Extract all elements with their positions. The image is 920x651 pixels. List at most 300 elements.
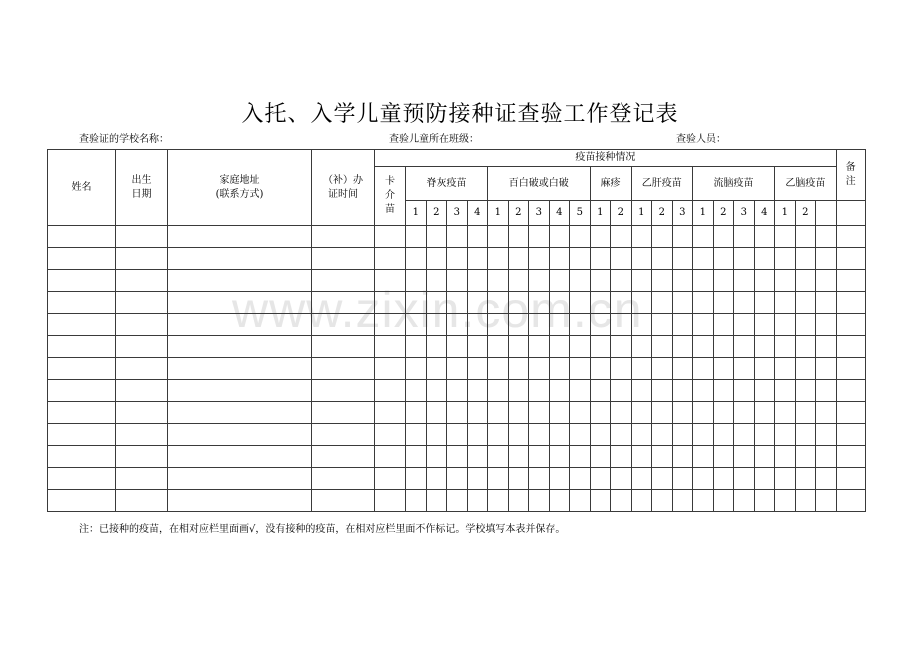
table-cell[interactable] <box>693 292 714 314</box>
table-cell[interactable] <box>116 292 168 314</box>
table-cell[interactable] <box>734 490 755 512</box>
table-cell[interactable] <box>488 490 509 512</box>
table-cell[interactable] <box>529 380 550 402</box>
table-cell[interactable] <box>775 490 796 512</box>
table-cell[interactable] <box>508 292 529 314</box>
table-cell[interactable] <box>734 402 755 424</box>
table-cell[interactable] <box>693 358 714 380</box>
table-cell[interactable] <box>713 270 734 292</box>
table-cell[interactable] <box>312 380 375 402</box>
table-cell[interactable] <box>754 402 775 424</box>
table-cell[interactable] <box>734 226 755 248</box>
table-cell[interactable] <box>529 226 550 248</box>
table-cell[interactable] <box>375 446 406 468</box>
table-cell[interactable] <box>631 446 652 468</box>
table-cell[interactable] <box>447 490 468 512</box>
table-cell[interactable] <box>631 490 652 512</box>
table-cell[interactable] <box>775 446 796 468</box>
table-cell[interactable] <box>406 468 427 490</box>
table-cell[interactable] <box>713 248 734 270</box>
table-cell[interactable] <box>590 270 611 292</box>
table-cell[interactable] <box>652 402 673 424</box>
table-cell[interactable] <box>775 402 796 424</box>
table-cell[interactable] <box>672 490 693 512</box>
table-cell[interactable] <box>836 336 865 358</box>
table-cell[interactable] <box>488 292 509 314</box>
table-cell[interactable] <box>312 248 375 270</box>
table-cell[interactable] <box>672 226 693 248</box>
table-cell[interactable] <box>672 248 693 270</box>
table-cell[interactable] <box>375 468 406 490</box>
table-cell[interactable] <box>570 270 591 292</box>
table-cell[interactable] <box>508 248 529 270</box>
table-cell[interactable] <box>549 314 570 336</box>
table-cell[interactable] <box>652 336 673 358</box>
table-cell[interactable] <box>168 446 312 468</box>
table-cell[interactable] <box>406 402 427 424</box>
table-cell[interactable] <box>611 358 632 380</box>
table-cell[interactable] <box>447 336 468 358</box>
table-cell[interactable] <box>312 490 375 512</box>
table-cell[interactable] <box>426 270 447 292</box>
table-cell[interactable] <box>168 270 312 292</box>
table-cell[interactable] <box>754 380 775 402</box>
table-cell[interactable] <box>48 358 116 380</box>
table-cell[interactable] <box>48 446 116 468</box>
table-cell[interactable] <box>590 490 611 512</box>
table-cell[interactable] <box>795 380 816 402</box>
table-cell[interactable] <box>488 446 509 468</box>
table-cell[interactable] <box>406 314 427 336</box>
table-cell[interactable] <box>447 446 468 468</box>
table-cell[interactable] <box>549 336 570 358</box>
table-cell[interactable] <box>168 292 312 314</box>
table-cell[interactable] <box>116 380 168 402</box>
table-cell[interactable] <box>529 314 550 336</box>
table-cell[interactable] <box>508 336 529 358</box>
table-cell[interactable] <box>508 468 529 490</box>
table-cell[interactable] <box>312 226 375 248</box>
table-cell[interactable] <box>426 490 447 512</box>
table-cell[interactable] <box>795 226 816 248</box>
table-cell[interactable] <box>816 248 837 270</box>
table-cell[interactable] <box>713 402 734 424</box>
table-cell[interactable] <box>754 226 775 248</box>
table-cell[interactable] <box>795 358 816 380</box>
table-cell[interactable] <box>447 270 468 292</box>
table-cell[interactable] <box>816 446 837 468</box>
table-cell[interactable] <box>713 424 734 446</box>
table-cell[interactable] <box>48 226 116 248</box>
table-cell[interactable] <box>652 314 673 336</box>
table-cell[interactable] <box>549 468 570 490</box>
table-cell[interactable] <box>508 314 529 336</box>
table-cell[interactable] <box>713 226 734 248</box>
table-cell[interactable] <box>312 336 375 358</box>
table-cell[interactable] <box>426 248 447 270</box>
table-cell[interactable] <box>672 336 693 358</box>
table-cell[interactable] <box>488 336 509 358</box>
table-cell[interactable] <box>570 424 591 446</box>
table-cell[interactable] <box>406 226 427 248</box>
table-cell[interactable] <box>713 358 734 380</box>
table-cell[interactable] <box>795 314 816 336</box>
table-cell[interactable] <box>549 292 570 314</box>
table-cell[interactable] <box>467 248 488 270</box>
table-cell[interactable] <box>754 314 775 336</box>
table-cell[interactable] <box>754 446 775 468</box>
table-cell[interactable] <box>652 424 673 446</box>
table-cell[interactable] <box>734 424 755 446</box>
table-cell[interactable] <box>795 446 816 468</box>
table-cell[interactable] <box>754 490 775 512</box>
table-cell[interactable] <box>590 446 611 468</box>
table-cell[interactable] <box>590 468 611 490</box>
table-cell[interactable] <box>508 358 529 380</box>
table-cell[interactable] <box>631 358 652 380</box>
table-cell[interactable] <box>447 314 468 336</box>
table-cell[interactable] <box>48 380 116 402</box>
table-cell[interactable] <box>590 358 611 380</box>
table-cell[interactable] <box>713 468 734 490</box>
table-cell[interactable] <box>672 292 693 314</box>
table-cell[interactable] <box>836 424 865 446</box>
table-cell[interactable] <box>631 336 652 358</box>
table-cell[interactable] <box>775 424 796 446</box>
table-cell[interactable] <box>611 270 632 292</box>
table-cell[interactable] <box>775 226 796 248</box>
table-cell[interactable] <box>426 314 447 336</box>
table-cell[interactable] <box>693 270 714 292</box>
table-cell[interactable] <box>447 424 468 446</box>
table-cell[interactable] <box>775 380 796 402</box>
table-cell[interactable] <box>508 380 529 402</box>
table-cell[interactable] <box>734 292 755 314</box>
table-cell[interactable] <box>312 292 375 314</box>
table-cell[interactable] <box>611 248 632 270</box>
table-cell[interactable] <box>116 270 168 292</box>
table-cell[interactable] <box>488 402 509 424</box>
table-cell[interactable] <box>375 226 406 248</box>
table-cell[interactable] <box>652 248 673 270</box>
table-cell[interactable] <box>529 358 550 380</box>
table-cell[interactable] <box>508 424 529 446</box>
table-cell[interactable] <box>816 314 837 336</box>
table-cell[interactable] <box>836 402 865 424</box>
table-cell[interactable] <box>549 446 570 468</box>
table-cell[interactable] <box>529 248 550 270</box>
table-cell[interactable] <box>312 424 375 446</box>
table-cell[interactable] <box>816 380 837 402</box>
table-cell[interactable] <box>652 358 673 380</box>
table-cell[interactable] <box>426 358 447 380</box>
table-cell[interactable] <box>488 380 509 402</box>
table-cell[interactable] <box>836 226 865 248</box>
table-cell[interactable] <box>754 358 775 380</box>
table-cell[interactable] <box>611 380 632 402</box>
table-cell[interactable] <box>312 270 375 292</box>
table-cell[interactable] <box>611 490 632 512</box>
table-cell[interactable] <box>836 380 865 402</box>
table-cell[interactable] <box>570 446 591 468</box>
table-cell[interactable] <box>168 468 312 490</box>
table-cell[interactable] <box>611 226 632 248</box>
table-cell[interactable] <box>652 380 673 402</box>
table-cell[interactable] <box>168 336 312 358</box>
table-cell[interactable] <box>754 336 775 358</box>
table-cell[interactable] <box>116 446 168 468</box>
table-cell[interactable] <box>775 292 796 314</box>
table-cell[interactable] <box>652 292 673 314</box>
table-cell[interactable] <box>467 292 488 314</box>
table-cell[interactable] <box>693 490 714 512</box>
table-cell[interactable] <box>48 336 116 358</box>
table-cell[interactable] <box>570 226 591 248</box>
table-cell[interactable] <box>406 358 427 380</box>
table-cell[interactable] <box>116 226 168 248</box>
table-cell[interactable] <box>590 292 611 314</box>
table-cell[interactable] <box>447 380 468 402</box>
table-cell[interactable] <box>570 314 591 336</box>
table-cell[interactable] <box>611 402 632 424</box>
table-cell[interactable] <box>631 226 652 248</box>
table-cell[interactable] <box>836 270 865 292</box>
table-cell[interactable] <box>611 424 632 446</box>
table-cell[interactable] <box>467 314 488 336</box>
table-cell[interactable] <box>529 402 550 424</box>
table-cell[interactable] <box>426 292 447 314</box>
table-cell[interactable] <box>754 270 775 292</box>
table-cell[interactable] <box>48 490 116 512</box>
table-cell[interactable] <box>693 248 714 270</box>
table-cell[interactable] <box>48 270 116 292</box>
table-cell[interactable] <box>406 292 427 314</box>
table-cell[interactable] <box>168 248 312 270</box>
table-cell[interactable] <box>312 402 375 424</box>
table-cell[interactable] <box>570 490 591 512</box>
table-cell[interactable] <box>734 358 755 380</box>
table-cell[interactable] <box>168 314 312 336</box>
table-cell[interactable] <box>375 336 406 358</box>
table-cell[interactable] <box>488 248 509 270</box>
table-cell[interactable] <box>590 314 611 336</box>
table-cell[interactable] <box>549 358 570 380</box>
table-cell[interactable] <box>570 248 591 270</box>
table-cell[interactable] <box>631 248 652 270</box>
table-cell[interactable] <box>775 358 796 380</box>
table-cell[interactable] <box>549 402 570 424</box>
table-cell[interactable] <box>529 468 550 490</box>
table-cell[interactable] <box>447 468 468 490</box>
table-cell[interactable] <box>693 446 714 468</box>
table-cell[interactable] <box>426 336 447 358</box>
table-cell[interactable] <box>631 380 652 402</box>
table-cell[interactable] <box>693 468 714 490</box>
table-cell[interactable] <box>467 424 488 446</box>
table-cell[interactable] <box>693 424 714 446</box>
table-cell[interactable] <box>48 314 116 336</box>
table-cell[interactable] <box>426 424 447 446</box>
table-cell[interactable] <box>426 446 447 468</box>
table-cell[interactable] <box>795 490 816 512</box>
table-cell[interactable] <box>713 336 734 358</box>
table-cell[interactable] <box>549 424 570 446</box>
table-cell[interactable] <box>734 380 755 402</box>
table-cell[interactable] <box>426 226 447 248</box>
table-cell[interactable] <box>426 380 447 402</box>
table-cell[interactable] <box>631 314 652 336</box>
table-cell[interactable] <box>672 314 693 336</box>
table-cell[interactable] <box>467 358 488 380</box>
table-cell[interactable] <box>406 336 427 358</box>
table-cell[interactable] <box>570 468 591 490</box>
table-cell[interactable] <box>529 424 550 446</box>
table-cell[interactable] <box>816 402 837 424</box>
table-cell[interactable] <box>549 490 570 512</box>
table-cell[interactable] <box>836 490 865 512</box>
table-cell[interactable] <box>467 468 488 490</box>
table-cell[interactable] <box>611 336 632 358</box>
table-cell[interactable] <box>795 468 816 490</box>
table-cell[interactable] <box>467 446 488 468</box>
table-cell[interactable] <box>631 402 652 424</box>
table-cell[interactable] <box>168 380 312 402</box>
table-cell[interactable] <box>672 446 693 468</box>
table-cell[interactable] <box>406 446 427 468</box>
table-cell[interactable] <box>375 248 406 270</box>
table-cell[interactable] <box>508 490 529 512</box>
table-cell[interactable] <box>116 468 168 490</box>
table-cell[interactable] <box>795 248 816 270</box>
table-cell[interactable] <box>836 358 865 380</box>
table-cell[interactable] <box>795 336 816 358</box>
table-cell[interactable] <box>652 468 673 490</box>
table-cell[interactable] <box>672 358 693 380</box>
table-cell[interactable] <box>406 248 427 270</box>
table-cell[interactable] <box>775 336 796 358</box>
table-cell[interactable] <box>590 226 611 248</box>
table-cell[interactable] <box>375 402 406 424</box>
table-cell[interactable] <box>795 270 816 292</box>
table-cell[interactable] <box>116 336 168 358</box>
table-cell[interactable] <box>570 358 591 380</box>
table-cell[interactable] <box>312 358 375 380</box>
table-cell[interactable] <box>631 468 652 490</box>
table-cell[interactable] <box>652 490 673 512</box>
table-cell[interactable] <box>570 402 591 424</box>
table-cell[interactable] <box>116 358 168 380</box>
table-cell[interactable] <box>775 314 796 336</box>
table-cell[interactable] <box>816 270 837 292</box>
table-cell[interactable] <box>116 248 168 270</box>
table-cell[interactable] <box>611 314 632 336</box>
table-cell[interactable] <box>48 402 116 424</box>
table-cell[interactable] <box>549 248 570 270</box>
table-cell[interactable] <box>611 446 632 468</box>
table-cell[interactable] <box>48 424 116 446</box>
table-cell[interactable] <box>312 314 375 336</box>
table-cell[interactable] <box>488 314 509 336</box>
table-cell[interactable] <box>611 292 632 314</box>
table-cell[interactable] <box>795 424 816 446</box>
table-cell[interactable] <box>488 226 509 248</box>
table-cell[interactable] <box>693 314 714 336</box>
table-cell[interactable] <box>447 358 468 380</box>
table-cell[interactable] <box>168 226 312 248</box>
table-cell[interactable] <box>312 468 375 490</box>
table-cell[interactable] <box>795 402 816 424</box>
table-cell[interactable] <box>775 248 796 270</box>
table-cell[interactable] <box>816 336 837 358</box>
table-cell[interactable] <box>508 446 529 468</box>
table-cell[interactable] <box>116 314 168 336</box>
table-cell[interactable] <box>467 270 488 292</box>
table-cell[interactable] <box>467 226 488 248</box>
table-cell[interactable] <box>116 424 168 446</box>
table-cell[interactable] <box>713 446 734 468</box>
table-cell[interactable] <box>693 402 714 424</box>
table-cell[interactable] <box>754 292 775 314</box>
table-cell[interactable] <box>590 424 611 446</box>
table-cell[interactable] <box>816 292 837 314</box>
table-cell[interactable] <box>652 270 673 292</box>
table-cell[interactable] <box>611 468 632 490</box>
table-cell[interactable] <box>816 226 837 248</box>
table-cell[interactable] <box>116 402 168 424</box>
table-cell[interactable] <box>713 314 734 336</box>
table-cell[interactable] <box>116 490 168 512</box>
table-cell[interactable] <box>754 424 775 446</box>
table-cell[interactable] <box>734 270 755 292</box>
table-cell[interactable] <box>375 292 406 314</box>
table-cell[interactable] <box>631 270 652 292</box>
table-cell[interactable] <box>447 292 468 314</box>
table-cell[interactable] <box>816 424 837 446</box>
table-cell[interactable] <box>406 380 427 402</box>
table-cell[interactable] <box>590 248 611 270</box>
table-cell[interactable] <box>168 424 312 446</box>
table-cell[interactable] <box>836 248 865 270</box>
table-cell[interactable] <box>590 336 611 358</box>
table-cell[interactable] <box>693 336 714 358</box>
table-cell[interactable] <box>734 336 755 358</box>
table-cell[interactable] <box>570 380 591 402</box>
table-cell[interactable] <box>549 380 570 402</box>
table-cell[interactable] <box>652 226 673 248</box>
table-cell[interactable] <box>508 226 529 248</box>
table-cell[interactable] <box>836 292 865 314</box>
table-cell[interactable] <box>672 468 693 490</box>
table-cell[interactable] <box>754 248 775 270</box>
table-cell[interactable] <box>312 446 375 468</box>
table-cell[interactable] <box>467 380 488 402</box>
table-cell[interactable] <box>48 292 116 314</box>
table-cell[interactable] <box>672 380 693 402</box>
table-cell[interactable] <box>713 490 734 512</box>
table-cell[interactable] <box>488 468 509 490</box>
table-cell[interactable] <box>375 270 406 292</box>
table-cell[interactable] <box>447 248 468 270</box>
table-cell[interactable] <box>447 402 468 424</box>
table-cell[interactable] <box>168 490 312 512</box>
table-cell[interactable] <box>836 468 865 490</box>
table-cell[interactable] <box>631 424 652 446</box>
table-cell[interactable] <box>467 336 488 358</box>
table-cell[interactable] <box>488 424 509 446</box>
table-cell[interactable] <box>529 270 550 292</box>
table-cell[interactable] <box>375 314 406 336</box>
table-cell[interactable] <box>549 226 570 248</box>
